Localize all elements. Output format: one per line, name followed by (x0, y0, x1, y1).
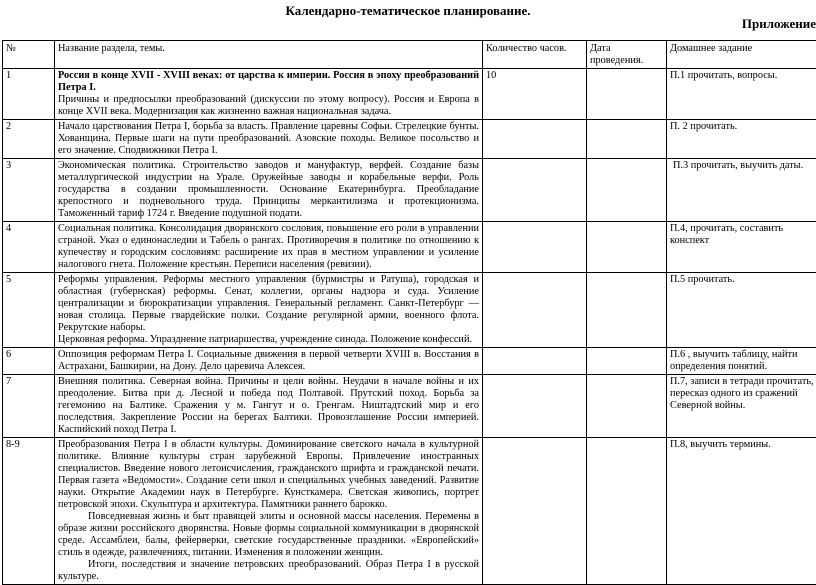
table-row (3, 69, 816, 120)
row-num: 2 (3, 120, 55, 159)
row-num: 8-9 (3, 438, 55, 585)
row-topic (55, 69, 483, 120)
row-hours (483, 348, 587, 375)
row-num: 4 (3, 222, 55, 273)
header-num: № (3, 41, 55, 69)
row-hours: 10 (483, 69, 587, 120)
row-num: 3 (3, 159, 55, 222)
page-title: Календарно-тематическое планирование. (0, 3, 816, 19)
row-hours (483, 120, 587, 159)
row-topic: Начало царствования Петра I, борьба за власть. Правление царевны Софьи. Стрелецкие бунты. Хованщина. Первые шаги на пути преобразований. Азовские походы. Великое посольство и его значение. Сподвижники Петра I. (55, 120, 483, 159)
row-topic: Экономическая политика. Строительство заводов и мануфактур, верфей. Создание базы металлургической индустрии на Урале. Оружейные заводы и корабельные верфи. Роль государства в создании промышленности. Основание Екатеринбурга. Преобладание крепостного и подневольного труда. Принципы меркантилизма и протекционизма. Таможенный тариф 1724 г. Введение подушной подати. (55, 159, 483, 222)
table-row (3, 273, 816, 348)
appendix-label: Приложение (742, 16, 816, 32)
row-topic: Оппозиция реформам Петра I. Социальные движения в первой четверти XVIII в. Восстания в Астрахани, Башкирии, на Дону. Дело царевича Алексея. (55, 348, 483, 375)
row-topic (55, 438, 483, 585)
row-homework: П.7, записи в тетради прочитать, пересказ одного из сражений Северной войны. (667, 375, 816, 438)
row-homework: П. 2 прочитать. (667, 120, 816, 159)
table-row (3, 120, 816, 159)
row-date (587, 159, 667, 222)
row-topic-text: Преобразования Петра I в области культуры. Доминирование светского начала в культурной политике. Влияние культуры стран зарубежной Европы. Привлечение иностранных специалистов. Введение нового летоисчисления, гражданского шрифта и гражданской печати. Первая газета «Ведомости». Создание сети школ и специальных учебных заведений. Развитие науки. Открытие Академии наук в Петербурге. Кунсткамера. Светская живопись, портрет петровской эпохи. Скульптура и архитектура. Памятники раннего барокко. (58, 439, 479, 511)
row-homework: П.4, прочитать, составить конспект (667, 222, 816, 273)
row-topic-paragraph-2: Повседневная жизнь и быт правящей элиты и основной массы населения. Перемены в образе жизни российского дворянства. Новые формы социальной коммуникации в дворянской среде. Ассамблеи, балы, фейерверки, светские государственные праздники. «Европейский» стиль в одежде, развлечениях, питании. Изменения в положении женщин. (58, 511, 479, 559)
row-num: 6 (3, 348, 55, 375)
row-num: 5 (3, 273, 55, 348)
row-topic-bold: Россия в конце XVII - XVIII веках: от царства к империи. Россия в эпоху преобразований Петра I. (58, 70, 479, 93)
row-hours (483, 375, 587, 438)
row-topic-extra: Церковная реформа. Упразднение патриаршества, учреждение синода. Положение конфессий. (58, 334, 479, 346)
header-date: Дата проведения. (587, 41, 667, 69)
table-row (3, 159, 816, 222)
row-hours (483, 438, 587, 585)
row-homework: П.5 прочитать. (667, 273, 816, 348)
row-homework: П.8, выучить термины. (667, 438, 816, 585)
row-hours (483, 273, 587, 348)
row-topic-paragraph-3: Итоги, последствия и значение петровских преобразований. Образ Петра I в русской культуре. (58, 559, 479, 583)
planning-table (2, 40, 816, 585)
row-date (587, 375, 667, 438)
row-date (587, 438, 667, 585)
row-homework: П.1 прочитать, вопросы. (667, 69, 816, 120)
row-topic-text: Причины и предпосылки преобразований (дискуссии по этому вопросу). Россия и Европа в конце XVII века. Модернизация как жизненно важная национальная задача. (58, 94, 479, 118)
header-hours: Количество часов. (483, 41, 587, 69)
row-num: 1 (3, 69, 55, 120)
table-header-row (3, 41, 816, 69)
row-date (587, 348, 667, 375)
header-topic: Название раздела, темы. (55, 41, 483, 69)
row-date (587, 273, 667, 348)
table-row (3, 375, 816, 438)
table-row (3, 438, 816, 585)
row-date (587, 120, 667, 159)
table-row (3, 348, 816, 375)
row-topic (55, 273, 483, 348)
row-topic: Внешняя политика. Северная война. Причины и цели войны. Неудачи в начале войны и их преодоление. Битва при д. Лесной и победа под Полтавой. Прутский поход. Борьба за гегемонию на Балтике. Сражения у м. Гангут и о. Гренгам. Ништадтский мир и его последствия. Закрепление России на берегах Балтики. Провозглашение России империей. Каспийский поход Петра I. (55, 375, 483, 438)
row-topic-text: Реформы управления. Реформы местного управления (бурмистры и Ратуша), городская и областная (губернская) реформы. Сенат, коллегии, органы надзора и суда. Усиление централизации и бюрократизации управления. Генеральный регламент. Санкт-Петербург — новая столица. Первые гвардейские полки. Создание регулярной армии, военного флота. Рекрутские наборы. (58, 274, 479, 334)
row-homework: П.3 прочитать, выучить даты. (667, 159, 816, 222)
row-num: 7 (3, 375, 55, 438)
row-date (587, 222, 667, 273)
header-homework: Домашнее задание (667, 41, 816, 69)
row-date (587, 69, 667, 120)
table-row (3, 222, 816, 273)
row-hours (483, 222, 587, 273)
row-topic: Социальная политика. Консолидация дворянского сословия, повышение его роли в управлении страной. Указ о единонаследии и Табель о рангах. Противоречия в политике по отношению к купечеству и городским сословиям: расширение их прав в местном управлении и усиление налогового гнета. Положение крестьян. Переписи населения (ревизии). (55, 222, 483, 273)
row-homework: П.6 , выучить таблицу, найти определения понятий. (667, 348, 816, 375)
row-hours (483, 159, 587, 222)
